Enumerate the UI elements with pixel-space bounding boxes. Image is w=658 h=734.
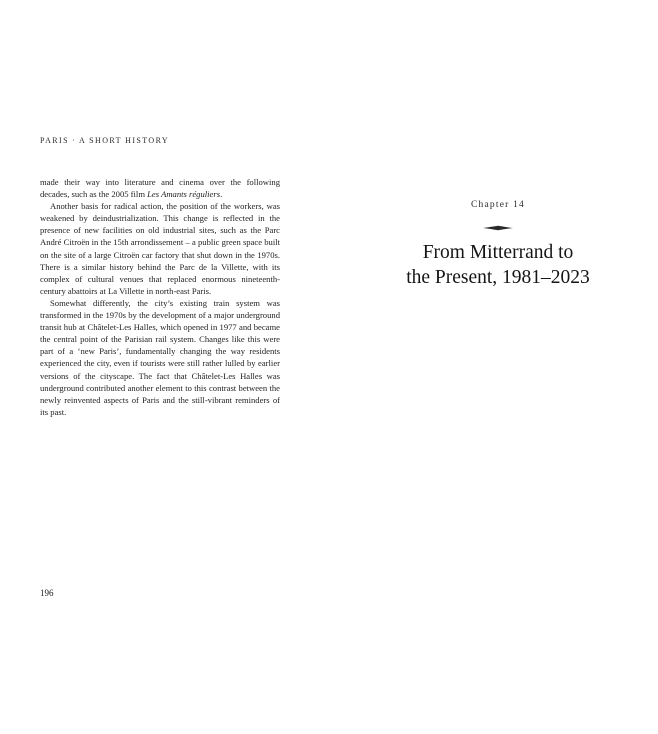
- film-title: Les Amants réguliers: [147, 189, 221, 200]
- chapter-label: Chapter 14: [471, 200, 525, 210]
- paragraph-1-end: .: [220, 189, 223, 200]
- chapter-title: [358, 240, 638, 290]
- paragraph-3: [40, 297, 280, 418]
- page-number: 196: [40, 588, 54, 598]
- chapter-title-line-1: From Mitterrand to: [422, 242, 574, 263]
- paragraph-1-text: made their way into literature and cinema over the following decades, such as the 2005 film: [40, 177, 280, 200]
- body-text: [40, 176, 280, 418]
- running-head-separator: ·: [71, 136, 77, 145]
- chapter-title-line-2: the Present, 1981–2023: [406, 267, 590, 288]
- running-head-subtitle: A SHORT HISTORY: [79, 136, 170, 145]
- flourish-ornament-icon: [482, 224, 514, 232]
- paragraph-1: [40, 176, 280, 200]
- paragraph-2-text: Another basis for radical action, the position of the workers, was weakened by deindustrialization. This change is reflected in the presence of new facilities on old industrial sites, such as the Parc André Citroën in the 15th arrondissement – a public green space built on the site of a large Citroën car factory that shut down in the 1970s. There is a similar history behind the Parc de la Villette, with its complex of cultural venues that replaced enormous nineteenth-century abattoirs at La Villette in north-east Paris.: [40, 201, 280, 296]
- paragraph-3-text: Somewhat differently, the city’s existing train system was transformed in the 1970s by the development of a major underground transit hub at Châtelet-Les Halles, which opened in 1977 and became the central point of the Parisian rail system. Changes like this were part of a ‘new Paris’, fundamentally changing the way residents experienced the city, even if tourists were still rather lulled by earlier versions of the cityscape. The fact that Châtelet-Les Halles was underground contributed another element to this contrast between the newly reinvented aspects of Paris and the still-vibrant reminders of its past.: [40, 297, 280, 417]
- running-head: [40, 136, 169, 145]
- running-head-book-title: PARIS: [40, 136, 69, 145]
- paragraph-2: [40, 200, 280, 297]
